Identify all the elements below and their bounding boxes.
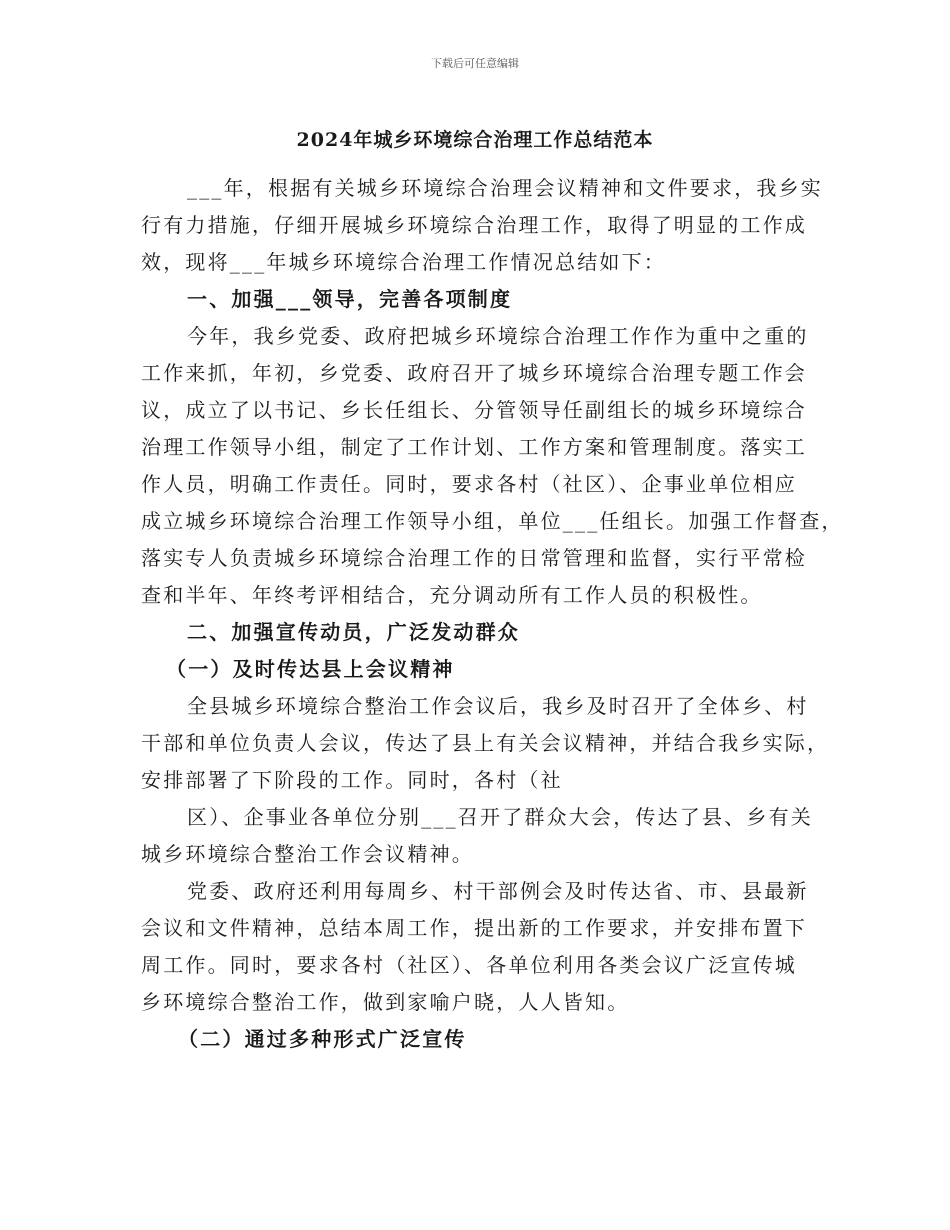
body-line: 议，成立了以书记、乡长任组长、分管领导任副组长的城乡环境综合 [141, 398, 807, 422]
body-line: 效，现将___年城乡环境综合治理工作情况总结如下： [141, 250, 666, 274]
body-line: 治理工作领导小组，制定了工作计划、工作方案和管理制度。落实工 [141, 435, 807, 459]
body-line: 行有力措施，仔细开展城乡环境综合治理工作，取得了明显的工作成 [141, 213, 807, 237]
body-line: 乡环境综合整治工作，做到家喻户晓，人人皆知。 [141, 990, 630, 1014]
body-line: 全县城乡环境综合整治工作会议后，我乡及时召开了全体乡、村 [187, 694, 809, 718]
section-heading-1: 一、加强___领导，完善各项制度 [187, 287, 513, 311]
header-note: 下载后可任意编辑 [431, 57, 519, 70]
subsection-heading-2: （二）通过多种形式广泛宣传 [178, 1027, 467, 1051]
body-line: 干部和单位负责人会议，传达了县上有关会议精神，并结合我乡实际， [141, 731, 830, 755]
subsection-heading-1: （一）及时传达县上会议精神 [166, 657, 455, 681]
body-line: 城乡环境综合整治工作会议精神。 [141, 842, 474, 866]
body-line: 成立城乡环境综合治理工作领导小组，单位___任组长。加强工作督查， [141, 509, 844, 533]
body-line: 作人员，明确工作责任。同时，要求各村（社区）、企事业单位相应 [141, 472, 797, 496]
body-line: 会议和文件精神，总结本周工作，提出新的工作要求，并安排布置下 [141, 916, 807, 940]
body-line: 今年，我乡党委、政府把城乡环境综合治理工作作为重中之重的 [187, 324, 809, 348]
body-line: 党委、政府还利用每周乡、村干部例会及时传达省、市、县最新 [187, 879, 809, 903]
body-line: 工作来抓，年初，乡党委、政府召开了城乡环境综合治理专题工作会 [141, 361, 807, 385]
body-line: 查和半年、年终考评相结合，充分调动所有工作人员的积极性。 [141, 583, 763, 607]
body-line: ___年，根据有关城乡环境综合治理会议精神和文件要求，我乡实 [187, 176, 823, 200]
document-title: 2024年城乡环境综合治理工作总结范本 [296, 129, 654, 151]
body-line: 区）、企事业各单位分别___召开了群众大会，传达了县、乡有关 [187, 805, 813, 829]
body-line: 落实专人负责城乡环境综合治理工作的日常管理和监督，实行平常检 [141, 546, 807, 570]
body-line: 安排部署了下阶段的工作。同时，各村（社 [141, 768, 563, 792]
body-line: 周工作。同时，要求各村（社区）、各单位利用各类会议广泛宣传城 [141, 953, 797, 977]
section-heading-2: 二、加强宣传动员，广泛发动群众 [187, 620, 520, 644]
